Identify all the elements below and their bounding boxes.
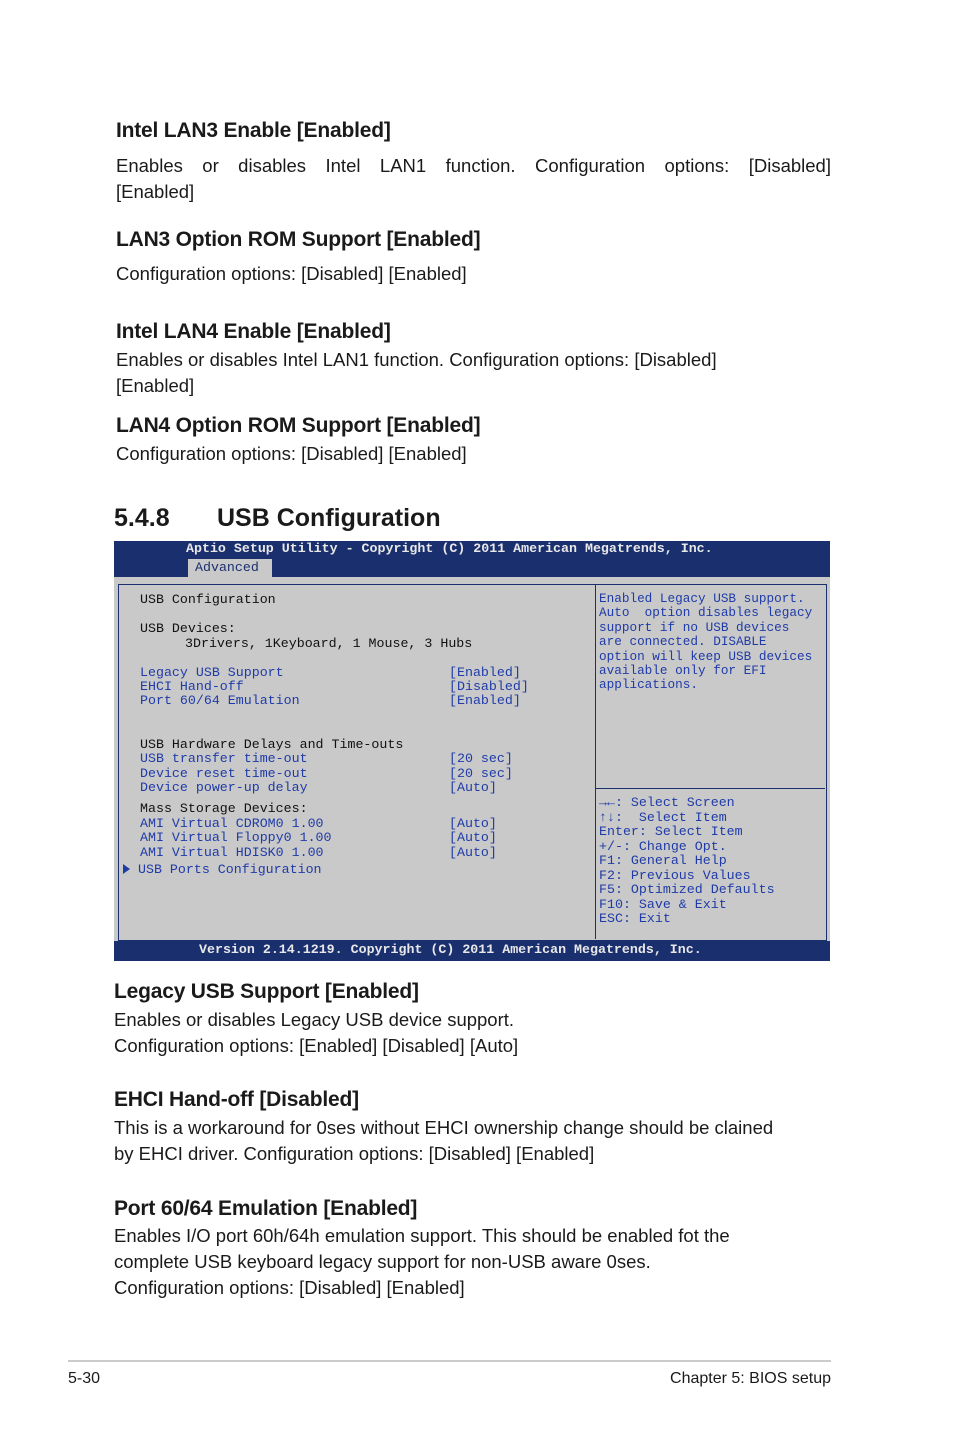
mass-storage-heading: Mass Storage Devices: <box>140 801 308 816</box>
ehci-heading: EHCI Hand-off [Disabled] <box>114 1088 359 1111</box>
usb-devices-label: USB Devices: <box>140 621 236 636</box>
bios-screenshot <box>114 541 830 961</box>
port-emulation-heading: Port 60/64 Emulation [Enabled] <box>114 1197 418 1220</box>
footer-rule <box>68 1360 831 1362</box>
lan3-enable-desc-cont: [Enabled] <box>116 181 195 202</box>
lan4-rom-heading: LAN4 Option ROM Support [Enabled] <box>116 414 481 437</box>
cdrom-value[interactable]: [Auto] <box>449 816 497 831</box>
ehci-desc-line: by EHCI driver. Configuration options: [Disabled] [Enabled] <box>114 1143 595 1164</box>
submenu-arrow-icon <box>123 864 131 874</box>
help-line: support if no USB devices <box>599 619 790 635</box>
key-hint: F10: Save & Exit <box>599 896 727 912</box>
lan3-rom-heading: LAN3 Option ROM Support [Enabled] <box>116 228 481 251</box>
help-line: option will keep USB devices <box>599 648 813 664</box>
device-reset-timeout-item[interactable]: Device reset time-out <box>140 766 308 781</box>
key-hint: F5: Optimized Defaults <box>599 882 775 897</box>
floppy-value[interactable]: [Auto] <box>449 830 497 845</box>
key-hint: F1: General Help <box>599 853 727 868</box>
delays-heading: USB Hardware Delays and Time-outs <box>140 737 404 752</box>
floppy-item[interactable]: AMI Virtual Floppy0 1.00 <box>140 830 332 845</box>
ehci-handoff-value[interactable]: [Disabled] <box>449 679 529 694</box>
lan4-rom-desc: Configuration options: [Disabled] [Enabled] <box>116 443 467 464</box>
device-reset-timeout-value[interactable]: [20 sec] <box>449 766 513 781</box>
usb-ports-config-item[interactable]: USB Ports Configuration <box>138 862 322 877</box>
lan3-enable-desc: Enables or disables Intel LAN1 function. Configuration options: [Disabled] <box>116 155 831 176</box>
device-powerup-delay-item[interactable]: Device power-up delay <box>140 780 308 795</box>
lan3-enable-heading: Intel LAN3 Enable [Enabled] <box>116 119 391 142</box>
key-hint: →←: Select Screen <box>599 795 735 810</box>
bios-version-text: Version 2.14.1219. Copyright (C) 2011 American Megatrends, Inc. <box>199 942 702 957</box>
port-emulation-desc-line: Enables I/O port 60h/64h emulation support. This should be enabled fot the <box>114 1225 730 1246</box>
hdisk-item[interactable]: AMI Virtual HDISK0 1.00 <box>140 845 324 860</box>
port-emulation-desc-line: Configuration options: [Disabled] [Enabled] <box>114 1277 465 1298</box>
help-line: Auto option disables legacy <box>599 605 813 621</box>
key-hint: ESC: Exit <box>599 911 671 926</box>
bios-heading: USB Configuration <box>140 592 276 607</box>
lan4-enable-heading: Intel LAN4 Enable [Enabled] <box>116 320 391 343</box>
hdisk-value[interactable]: [Auto] <box>449 845 497 860</box>
key-hint: Enter: Select Item <box>599 824 743 839</box>
bios-title: Aptio Setup Utility - Copyright (C) 2011 American Megatrends, Inc. <box>186 541 713 556</box>
ehci-desc-line: This is a workaround for 0ses without EHCI ownership change should be clained <box>114 1117 774 1138</box>
tab-advanced-label: Advanced <box>195 560 259 575</box>
page-number: 5-30 <box>68 1370 101 1387</box>
help-line: are connected. DISABLE <box>599 634 767 650</box>
key-hint: ↑↓: Select Item <box>599 809 727 825</box>
lan4-enable-desc: Enables or disables Intel LAN1 function. Configuration options: [Disabled] <box>116 349 717 370</box>
lan3-rom-desc: Configuration options: [Disabled] [Enabled] <box>116 263 467 284</box>
legacy-usb-desc-line: Enables or disables Legacy USB device support. <box>114 1009 515 1030</box>
chapter-label: Chapter 5: BIOS setup <box>670 1370 831 1387</box>
ehci-handoff-item[interactable]: EHCI Hand-off <box>140 679 244 694</box>
key-hint: +/-: Change Opt. <box>599 838 727 854</box>
legacy-usb-desc-line: Configuration options: [Enabled] [Disabled] [Auto] <box>114 1035 519 1056</box>
lan4-enable-desc-cont: [Enabled] <box>116 375 195 396</box>
cdrom-item[interactable]: AMI Virtual CDROM0 1.00 <box>140 816 324 831</box>
help-line: Enabled Legacy USB support. <box>599 591 805 606</box>
help-line: applications. <box>599 677 698 693</box>
key-hint: F2: Previous Values <box>599 867 751 883</box>
tab-advanced[interactable] <box>188 559 272 577</box>
port-emulation-desc-line: complete USB keyboard legacy support for non-USB aware 0ses. <box>114 1251 651 1272</box>
section-title: USB Configuration <box>217 504 441 532</box>
usb-transfer-timeout-item[interactable]: USB transfer time-out <box>140 751 308 766</box>
help-line: available only for EFI <box>599 663 767 678</box>
port-emulation-item[interactable]: Port 60/64 Emulation <box>140 693 300 708</box>
legacy-usb-support-value[interactable]: [Enabled] <box>449 665 521 680</box>
bios-version-bar <box>114 941 830 961</box>
usb-devices-value: 3Drivers, 1Keyboard, 1 Mouse, 3 Hubs <box>185 636 473 651</box>
panel-divider <box>595 585 596 939</box>
device-powerup-delay-value[interactable]: [Auto] <box>449 780 497 795</box>
help-divider <box>596 788 825 789</box>
usb-transfer-timeout-value[interactable]: [20 sec] <box>449 751 513 766</box>
port-emulation-value[interactable]: [Enabled] <box>449 693 521 708</box>
legacy-usb-support-item[interactable]: Legacy USB Support <box>140 665 284 680</box>
legacy-usb-heading: Legacy USB Support [Enabled] <box>114 980 419 1003</box>
section-number: 5.4.8 <box>114 504 170 532</box>
